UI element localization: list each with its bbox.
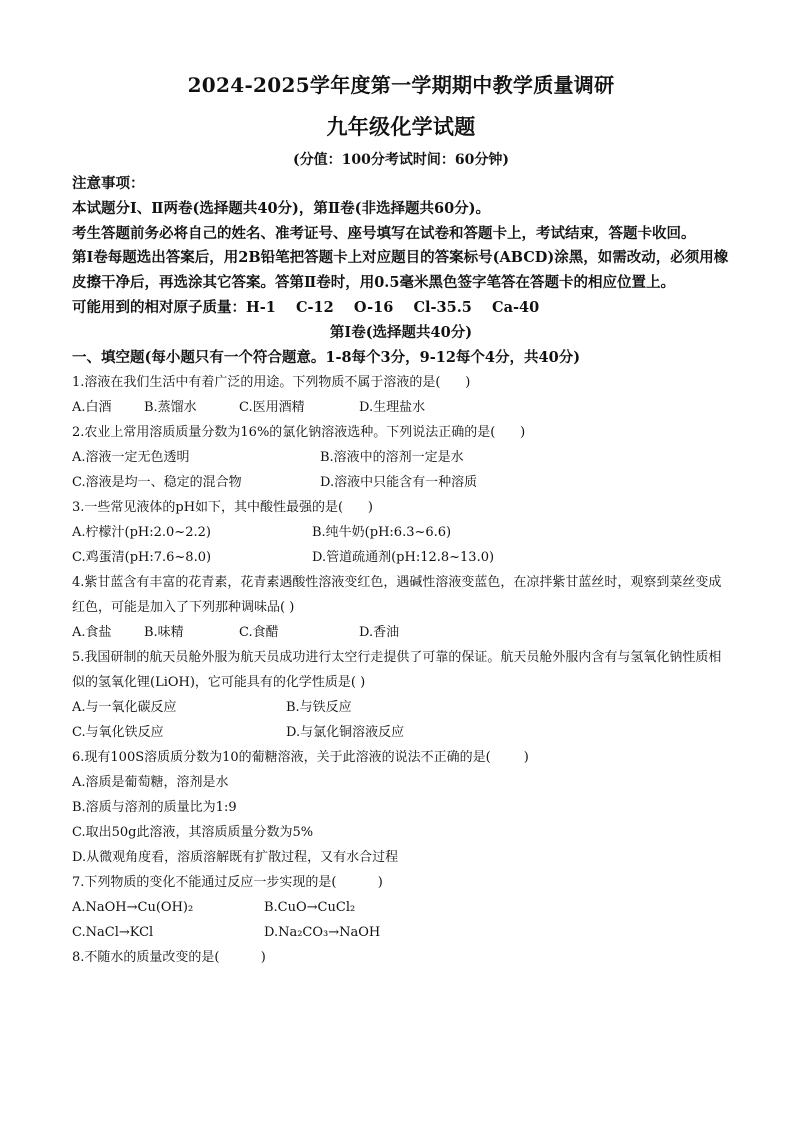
option-d[interactable]: D.从微观角度看，溶质溶解既有扩散过程，又有水合过程 <box>72 850 399 866</box>
option-row <box>72 695 730 745</box>
exam-meta: (分值：100分考试时间：60分钟) <box>293 152 509 168</box>
question-1 <box>72 370 730 420</box>
option-row <box>72 520 730 570</box>
option-b[interactable]: B.蒸馏水 <box>144 400 197 416</box>
question-3 <box>72 495 730 570</box>
notes-heading: 注意事项： <box>72 175 145 192</box>
option-a[interactable]: A.食盐 <box>72 625 112 641</box>
option-a[interactable]: A.NaOH→Cu(OH)₂ <box>72 900 194 916</box>
exam-subtitle: 九年级化学试题 <box>326 114 476 139</box>
option-c[interactable]: C.鸡蛋清(pH:7.6~8.0) <box>72 550 212 566</box>
note-item: 第Ⅰ卷每题选出答案后，用2B铅笔把答题卡上对应题目的答案标号(ABCD)涂黑，如需改动，必须用橡皮擦干净后，再选涂其它答案。答第Ⅱ卷时，用0.5毫米黑色签字笔答在答题卡的相应位置上。 <box>72 249 729 292</box>
question-stem: 3.一些常见液体的pH如下，其中酸性最强的是( ) <box>72 500 373 516</box>
question-8 <box>72 945 730 970</box>
option-b[interactable]: B.CuO→CuCl₂ <box>264 900 356 916</box>
question-stem: 6.现有100S溶质质分数为10的葡糖溶液，关于此溶液的说法不正确的是( ) <box>72 750 529 766</box>
option-b[interactable]: B.纯牛奶(pH:6.3~6.6) <box>312 525 452 541</box>
option-row <box>72 395 730 420</box>
exam-title: 2024-2025学年度第一学期期中教学质量调研 <box>187 73 615 97</box>
option-a[interactable]: A.溶质是葡萄糖，溶剂是水 <box>72 775 229 791</box>
question-stem: 5.我国研制的航天员舱外服为航天员成功进行太空行走提供了可靠的保证。航天员舱外服内含有与氢氧化钠性质相似的氢氧化锂(LiOH)，它可能具有的化学性质是( ) <box>72 650 722 691</box>
question-stem: 8.不随水的质量改变的是( ) <box>72 950 266 966</box>
option-a[interactable]: A.溶液一定无色透明 <box>72 450 190 466</box>
question-4 <box>72 570 730 645</box>
note-item: 考生答题前务必将自己的姓名、准考证号、座号填写在试卷和答题卡上，考试结束，答题卡收回。 <box>72 224 696 242</box>
question-7 <box>72 870 730 945</box>
question-stem: 7.下列物质的变化不能通过反应一步实现的是( ) <box>72 875 383 891</box>
question-stem: 1.溶液在我们生活中有着广泛的用途。下列物质不属于溶液的是( ) <box>72 375 471 391</box>
option-c[interactable]: C.食醋 <box>239 625 279 641</box>
atomic-masses: 可能用到的相对原子质量：H-1 C-12 O-16 Cl-35.5 Ca-40 <box>72 298 540 316</box>
note-item: 本试题分Ⅰ、Ⅱ两卷(选择题共40分)，第Ⅱ卷(非选择题共60分)。 <box>72 199 491 217</box>
option-d[interactable]: D.溶液中只能含有一种溶质 <box>320 475 478 491</box>
option-d[interactable]: D.香油 <box>359 625 400 641</box>
option-a[interactable]: A.白酒 <box>72 400 112 416</box>
option-b[interactable]: B.与铁反应 <box>286 700 352 716</box>
question-stem: 2.农业上常用溶质质量分数为16%的氯化钠溶液选种。下列说法正确的是( ) <box>72 425 526 441</box>
question-2 <box>72 420 730 495</box>
option-c[interactable]: C.医用酒精 <box>239 400 305 416</box>
option-a[interactable]: A.与一氧化碳反应 <box>72 700 177 716</box>
option-row <box>72 770 730 870</box>
option-a[interactable]: A.柠檬汁(pH:2.0~2.2) <box>72 525 211 541</box>
question-list <box>72 370 730 970</box>
option-row <box>72 620 730 645</box>
option-b[interactable]: B.味精 <box>144 625 184 641</box>
option-c[interactable]: C.取出50g此溶液，其溶质质量分数为5% <box>72 825 314 841</box>
option-b[interactable]: B.溶质与溶剂的质量比为1:9 <box>72 800 237 816</box>
option-d[interactable]: D.管道疏通剂(pH:12.8~13.0) <box>312 550 495 566</box>
option-c[interactable]: C.溶液是均一、稳定的混合物 <box>72 475 242 491</box>
part-title: 一、填空题(每小题只有一个符合题意。1-8每个3分，9-12每个4分，共40分) <box>72 348 581 366</box>
question-6 <box>72 745 730 870</box>
option-c[interactable]: C.与氧化铁反应 <box>72 725 164 741</box>
question-5 <box>72 645 730 745</box>
option-d[interactable]: D.Na₂CO₃→NaOH <box>264 925 381 941</box>
question-stem: 4.紫甘蓝含有丰富的花青素，花青素遇酸性溶液变红色，遇碱性溶液变蓝色，在凉拌紫甘蓝丝时，观察到菜丝变成红色，可能是加入了下列那种调味品( ) <box>72 575 722 616</box>
option-b[interactable]: B.溶液中的溶剂一定是水 <box>320 450 464 466</box>
option-d[interactable]: D.与氯化铜溶液反应 <box>286 725 405 741</box>
option-row <box>72 445 730 495</box>
notes-block <box>72 172 730 296</box>
section-title: 第Ⅰ卷(选择题共40分) <box>329 323 473 341</box>
option-row <box>72 895 730 945</box>
option-d[interactable]: D.生理盐水 <box>359 400 426 416</box>
option-c[interactable]: C.NaCl→KCl <box>72 925 154 941</box>
